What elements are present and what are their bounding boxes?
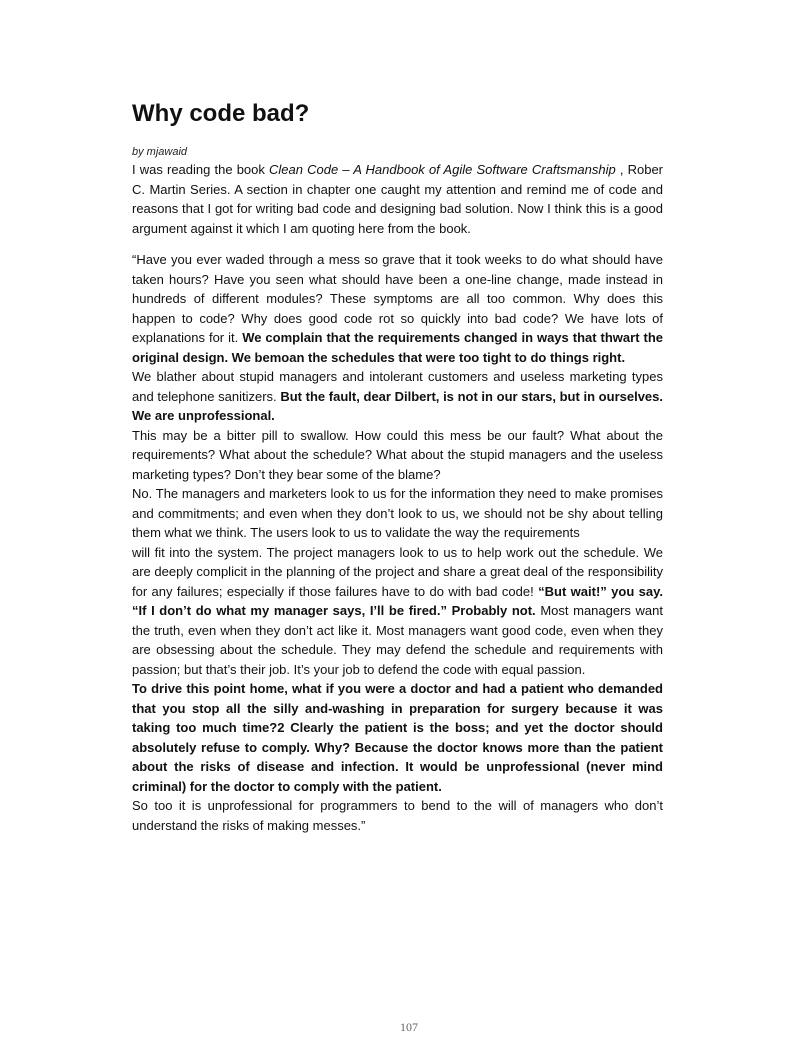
page-number: 107 <box>400 1020 418 1034</box>
byline: by mjawaid <box>132 146 188 158</box>
book-title: Clean Code – A Handbook of Agile Software Craftsmanship <box>269 162 616 177</box>
quote-paragraph-3: This may be a bitter pill to swallow. How could this mess be our fault? What about the requirements? What about the schedule? What about the stupid managers and the useless marketing types? Don’t they bear some of the blame? <box>132 427 663 482</box>
book-quote <box>132 250 663 835</box>
quote-p5-text-start: will fit into the system. The project managers look to us to help work out the schedule. We are deeply complicit in the planning of the project and share a great deal of the responsibility for any failures; especially if those failures have to do with bad code! <box>132 544 663 599</box>
quote-paragraph-2 <box>132 367 663 426</box>
quote-p2-bold: But the fault, dear Dilbert, is not in our stars, but in ourselves. We are unprofessional. <box>132 388 663 423</box>
article <box>132 96 663 835</box>
intro-text-start: I was reading the book <box>132 162 270 177</box>
quote-p1-text: “Have you ever waded through a mess so grave that it took weeks to do what should have taken hours? Have you seen what should have been a one-line change, made instead in hundreds of different modules? These symptoms are all too common. Why does this happen to code? Why does good code rot so quickly into bad code? We have lots of explanations for it. <box>132 252 663 345</box>
quote-paragraph-6 <box>132 679 663 796</box>
quote-p5-bold: “But wait!” you say. “If I don’t do what my manager says, I’ll be fired.” Probably not. <box>132 583 663 618</box>
quote-paragraph-4: No. The managers and marketers look to us for the information they need to make promises and commitments; and even when they don’t look to us, we should not be shy about telling them what we think. The users look to us to validate the way the requirements <box>132 486 663 540</box>
quote-paragraph-5 <box>132 543 663 680</box>
quote-paragraph-1 <box>132 250 663 367</box>
quote-paragraph-7: So too it is unprofessional for programmers to bend to the will of managers who don’t understand the risks of making messes.” <box>132 798 663 833</box>
quote-p1-bold: We complain that the requirements changed in ways that thwart the original design. We bemoan the schedules that were too tight to do things right. <box>132 330 663 365</box>
quote-p2-text: We blather about stupid managers and intolerant customers and useless marketing types and telephone sanitizers. <box>132 369 663 404</box>
intro-paragraph <box>132 160 663 238</box>
quote-p6-bold: To drive this point home, what if you were a doctor and had a patient who demanded that you stop all the silly and-washing in preparation for surgery because it was taking too much time?2 Clearly the patient is the boss; and yet the doctor should absolutely refuse to comply. Why? Because the doctor knows more than the patient about the risks of disease and infection. It would be unprofessional (never mind criminal) for the doctor to comply with the patient. <box>132 681 663 794</box>
quote-p5-text-end: Most managers want the truth, even when they don’t act like it. Most managers want good code, even when they are obsessing about the schedule. They may defend the schedule and requirements with passion; but that’s their job. It’s your job to defend the code with equal passion. <box>132 603 664 677</box>
intro-text-end: , Rober C. Martin Series. A section in chapter one caught my attention and remind me of code and reasons that I got for writing bad code and designing bad solution. Now I think this is a good argument against it which I am quoting here from the book. <box>132 162 664 236</box>
article-title: Why code bad? <box>132 100 310 127</box>
